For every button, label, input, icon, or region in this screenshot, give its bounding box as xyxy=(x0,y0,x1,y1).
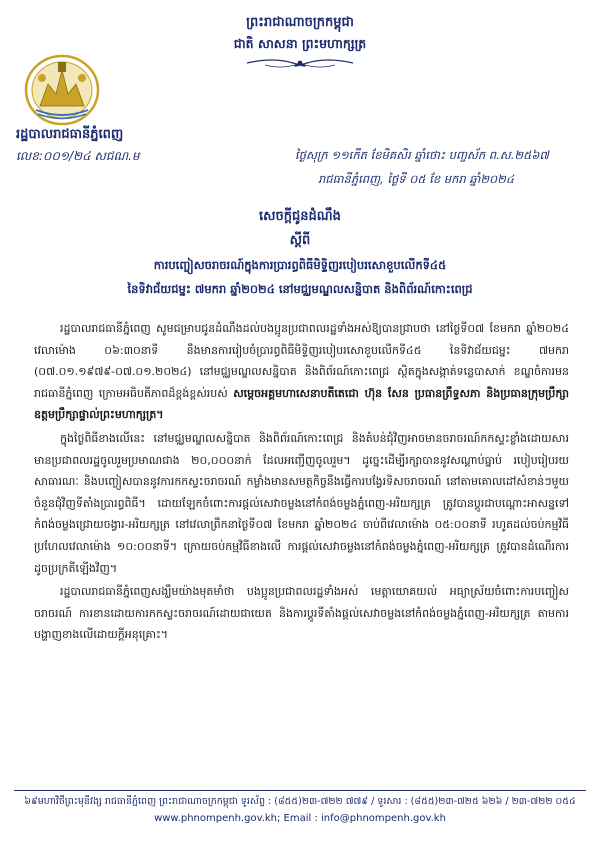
phnom-penh-emblem-icon xyxy=(22,50,102,126)
paragraph-text: រដ្ឋបាលរាជធានីភ្នំពេញសង្ឃឹមយ៉ាងមុតមាំថា បងប្អូនប្រជាពលរដ្ឋទាំងអស់ មេត្តាយោគយល់ អធ្យាស្រ័យចំពោះការបញ្ចៀសចរាចរណ៍ ការខានដោយការកកស្ទះចរាចរណ៍ដោយជាយេត និងការប្តូរទីតាំងផ្តល់សេវាចម្លងនៅកំពង់ចម្លងភ្នំពេញ-អរិយក្សត្រ តាមការបង្ហាញខាងលើដោយក្តីអនុគ្រោះ។ xyxy=(34,585,569,642)
document-body xyxy=(34,318,569,648)
document-title: សេចក្តីជូនដំណឹង xyxy=(259,209,341,224)
title-regarding: ស្តីពី xyxy=(289,233,311,248)
issuing-authority: រដ្ឋបាលរាជធានីភ្នំពេញ xyxy=(16,127,124,142)
paragraph-1 xyxy=(34,318,569,426)
subject-line-1: ការបញ្ចៀសចរាចរណ៍ក្នុងការប្រារព្ធពិធីមិទ្ទិញរបៀបរសោខួបលើកទី៤៥ xyxy=(153,258,447,272)
footer-address: ៦៩មហាវិថីព្រះមុនីវង្ស រាជធានីភ្នំពេញ ព្រះរាជាណាចក្រកម្ពុជា ទូរស័ព្ទ : (៨៥៥)២៣-៧២២ ៧៧៩ / ទូរសារ : (៨៥៥)២៣-៧២៥ ៦២៦ / ២៣-៧២២ ០៥៤ xyxy=(24,796,576,807)
ornament-divider xyxy=(245,55,355,69)
paragraph-3 xyxy=(34,581,569,646)
subject-line-2: នៃទិវាជ័យជម្នះ ៧មករា ឆ្នាំ២០២៤ នៅមជ្ឈមណ្ឌលសន្និបាត និងពិព័រណ៍កោះពេជ្រ xyxy=(127,282,473,296)
issue-date: រាជធានីភ្នំពេញ, ថ្ងៃទី ០៥ ខែ មករា ឆ្នាំ២០២៤ xyxy=(318,172,515,186)
paragraph-text: រដ្ឋបាលរាជធានីភ្នំពេញ សូមជម្រាបជូនដំណឹងដល់បងប្អូនប្រជាពលរដ្ឋទាំងអស់ឱ្យបានជ្រាបថា នៅថ្ងៃទី០៧ ខែមករា ឆ្នាំ២០២៤ វេលាម៉ោង ០៦:៣០នាទី នឹងមានការរៀបចំប្រារព្ធពិធីមិទ្ទិញរបៀបរសោខួបលើកទី៤៥ នៃទិវាជ័យជម្នះ ៧មករា (០៧.០១.១៩៧៩-០៧.០១.២០២៤) នៅមជ្ឈមណ្ឌលសន្និបាត និងពិព័រណ៍កោះពេជ្រ ស្ថិតក្នុងសង្កាត់ទន្លេបាសាក់ ខណ្ឌចំការមន រាជធានីភ្នំពេញ ក្រោមអធិបតីភាពដ៏ខ្ពង់ខ្ពស់របស់ xyxy=(34,322,569,400)
kingdom-heading: ព្រះរាជាណាចក្រកម្ពុជា xyxy=(246,15,354,30)
paragraph-2 xyxy=(34,428,569,579)
paragraph-bold-text: សម្តេចអគ្គមហាសេនាបតីតេជោ ហ៊ុន សែន ប្រធានព្រឹទ្ធសភា និងប្រធានក្រុមប្រឹក្សាឧត្តមប្រឹក្សាផ្ទាល់ព្រះមហាក្សត្រ។ xyxy=(34,386,570,422)
footer-divider xyxy=(14,790,586,791)
national-motto: ជាតិ សាសនា ព្រះមហាក្សត្រ xyxy=(233,36,367,51)
footer-contact: www.phnompenh.gov.kh; Email : info@phnompenh.gov.kh xyxy=(154,813,446,824)
reference-number: លេខ:០០១/២៤ សជណ.ម xyxy=(16,149,140,163)
paragraph-text: ក្នុងថ្ងៃពិធីខាងលើនេះ នៅមជ្ឈមណ្ឌលសន្និបាត និងពិព័រណ៍កោះពេជ្រ និងតំបន់ជុំវិញអាចមានចរាចរណ៍កកស្ទះខ្លាំងដោយសារមានប្រជាពលរដ្ឋចូលរួមប្រមាណជាង ២០,០០០នាក់ ដែលអញ្ជើញចូលរួម។ ដូច្នេះដើម្បីរក្សាបាននូវសណ្តាប់ធ្នាប់ របៀបរៀបរយសាធារណៈ និងបញ្ចៀសបាននូវការកកស្ទះចរាចរណ៍ កម្លាំងមានសមត្ថកិច្ចនឹងធ្វើការបង្វែរទិសចរាចរណ៍ នៅតាមគោលដៅសំខាន់ៗមួយចំនួនជុំវិញទីតាំងប្រារព្ធពិធី។ ដោយឡែកចំពោះការផ្តល់សេវាចម្លងនៅកំពង់ចម្លងភ្នំពេញ-អរិយក្សត្រ ត្រូវបានប្តូរជាបណ្តោះអាសន្នទៅកំពង់ចម្លងជ្រោយចង្វារ-អរិយក្សត្រ នៅវេលាព្រឹកនាថ្ងៃទី០៧ ខែមករា ឆ្នាំ២០២៤ ចាប់ពីវេលាម៉ោង ០៥:០០នាទី រហូតដល់ចប់កម្មវិធីប្រហែលវេលាម៉ោង ១០:០០នាទី។ ក្រោយចប់កម្មវិធីខាងលើ ការផ្តល់សេវាចម្លងនៅកំពង់ចម្លងភ្នំពេញ-អរិយក្សត្រ ត្រូវបានដំណើរការដូចប្រក្រតីឡើងវិញ។ xyxy=(34,431,569,575)
lunar-date: ថ្ងៃសុក្រ ១១កើត ខែមិគសិរ ឆ្នាំថោះ បញ្ចស័ក ព.ស.២៥៦៧ xyxy=(295,148,549,162)
